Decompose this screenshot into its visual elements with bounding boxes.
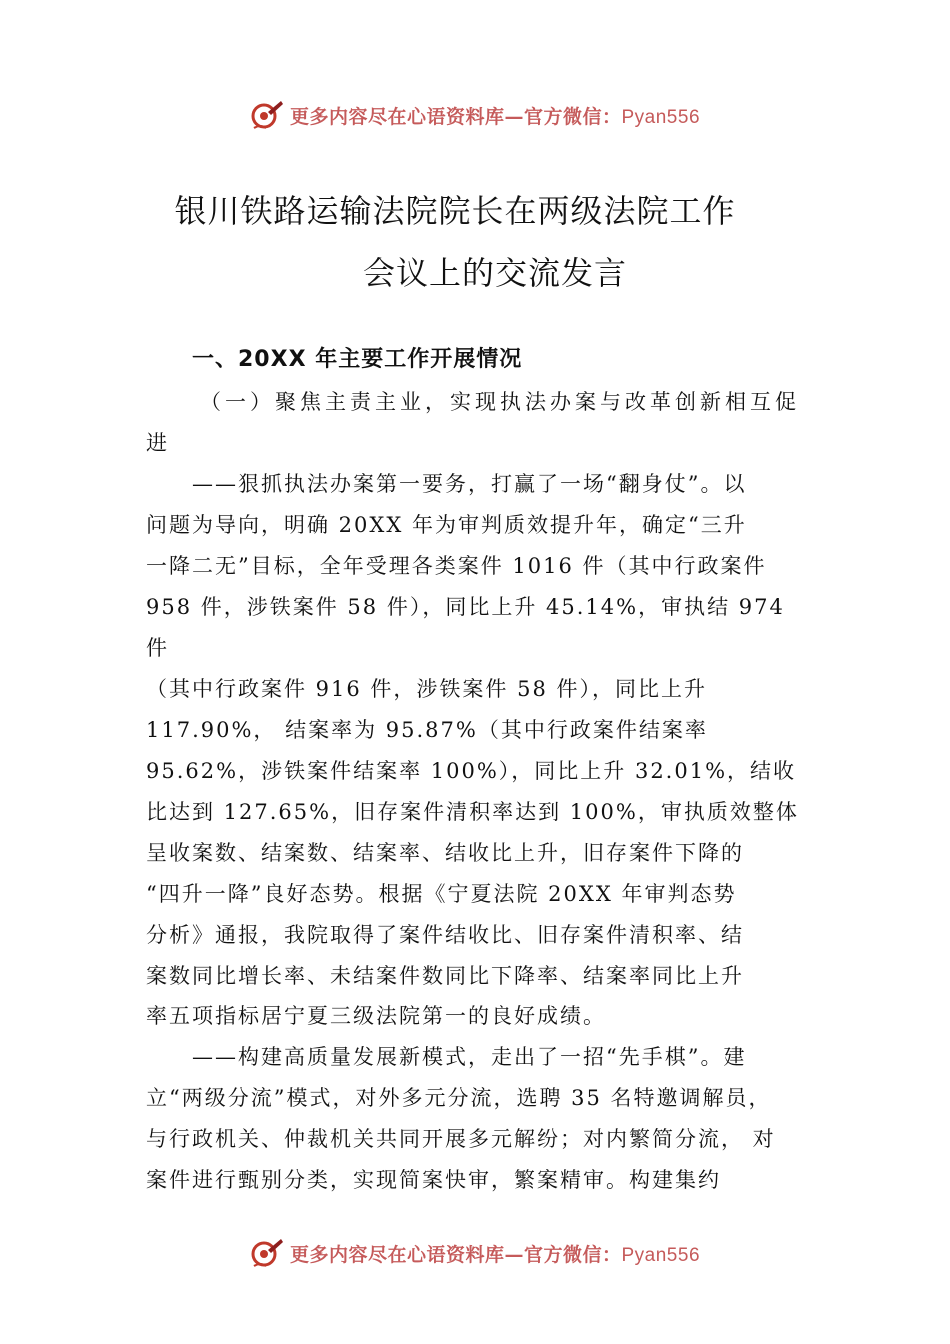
body-line: 958 件，涉铁案件 58 件），同比上升 45.14%，审执结 974 bbox=[146, 595, 785, 619]
body-line: 呈收案数、结案数、结案率、结收比上升，旧存案件下降的 bbox=[146, 841, 744, 865]
body-line: 案件进行甄别分类，实现简案快审，繁案精审。构建集约 bbox=[146, 1168, 721, 1192]
body-line: 一降二无”目标，全年受理各类案件 1016 件（其中行政案件 bbox=[146, 554, 767, 578]
body-line: 率五项指标居宁夏三级法院第一的良好成绩。 bbox=[146, 1004, 606, 1028]
header-watermark bbox=[0, 95, 950, 135]
body-line: 问题为导向，明确 20XX 年为审判质效提升年，确定“三升 bbox=[146, 513, 747, 537]
section-heading: 一、20XX 年主要工作开展情况 bbox=[192, 347, 523, 372]
pen-logo-icon bbox=[250, 98, 284, 132]
subsection-heading-line-1: （一）聚焦主责主业，实现执法办案与改革创新相互促 bbox=[200, 390, 800, 414]
pen-logo-icon bbox=[250, 1236, 284, 1270]
watermark-text: 更多内容尽在心语资料库—官方微信：Pyan556 bbox=[289, 1243, 701, 1266]
watermark-text: 更多内容尽在心语资料库—官方微信：Pyan556 bbox=[289, 105, 701, 128]
body-line: 件 bbox=[146, 636, 169, 660]
body-line: ——狠抓执法办案第一要务，打赢了一场“翻身仗”。以 bbox=[192, 472, 747, 496]
body-line: 比达到 127.65%，旧存案件清积率达到 100%，审执质效整体 bbox=[146, 800, 799, 824]
body-line: （其中行政案件 916 件，涉铁案件 58 件），同比上升 bbox=[146, 677, 708, 701]
body-line: ——构建高质量发展新模式，走出了一招“先手棋”。建 bbox=[192, 1045, 747, 1069]
body-line: 案数同比增长率、未结案件数同比下降率、结案率同比上升 bbox=[146, 964, 744, 988]
footer-watermark bbox=[0, 1233, 950, 1273]
body-line: “四升一降”良好态势。根据《宁夏法院 20XX 年审判态势 bbox=[146, 882, 737, 906]
body-line: 117.90%， 结案率为 95.87%（其中行政案件结案率 bbox=[146, 718, 708, 742]
body-line: 95.62%，涉铁案件结案率 100%），同比上升 32.01%，结收 bbox=[146, 759, 797, 783]
subsection-heading-line-2: 进 bbox=[146, 431, 169, 455]
document-title-line-2: 会议上的交流发言 bbox=[362, 254, 627, 292]
body-line: 与行政机关、仲裁机关共同开展多元解纷；对内繁简分流， 对 bbox=[146, 1127, 776, 1151]
body-line: 分析》通报，我院取得了案件结收比、旧存案件清积率、结 bbox=[146, 923, 744, 947]
document-title-line-1: 银川铁路运输法院院长在两级法院工作 bbox=[174, 192, 736, 230]
body-line: 立“两级分流”模式，对外多元分流，选聘 35 名特邀调解员， bbox=[146, 1086, 772, 1110]
